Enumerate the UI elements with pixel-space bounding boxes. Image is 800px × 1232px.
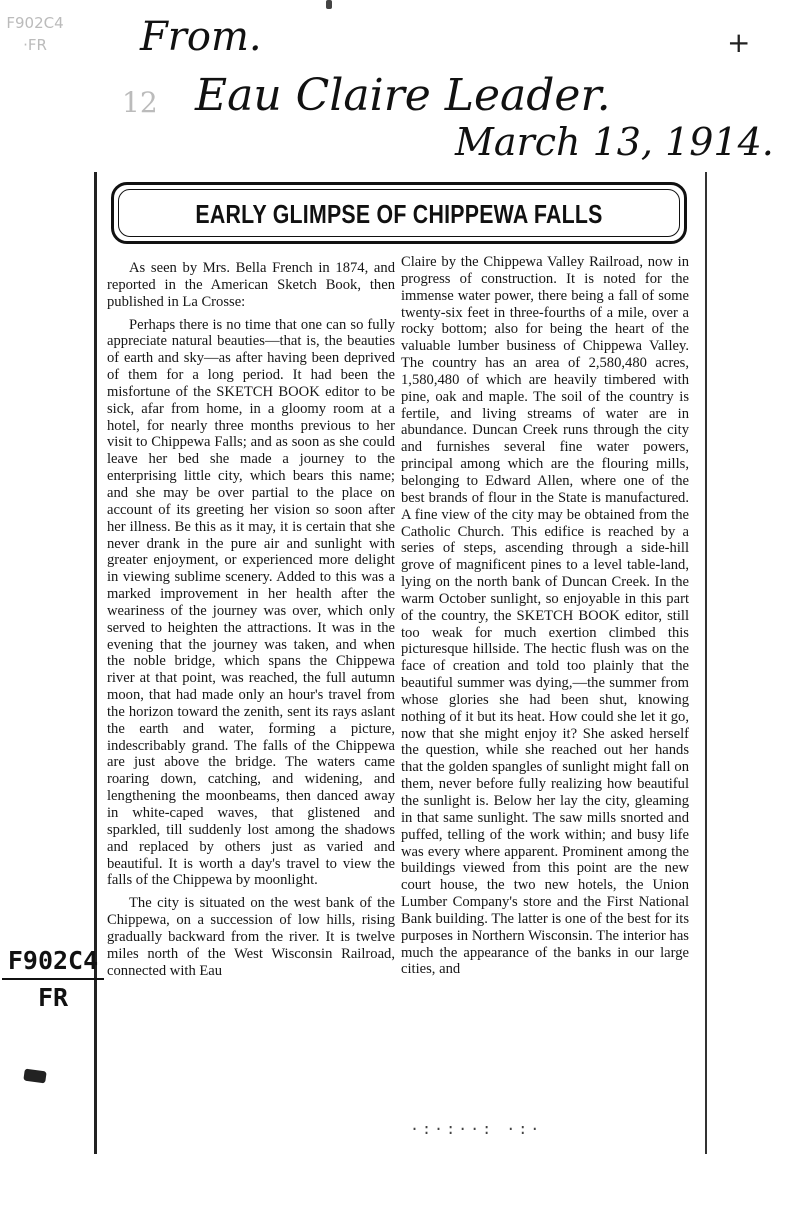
article-headline: EARLY GLIMPSE OF CHIPPEWA FALLS (195, 199, 603, 229)
corner-note-line-2: ·FR (23, 36, 47, 54)
paragraph-intro: As seen by Mrs. Bella French in 1874, and reported in the American Sketch Book, then published in La Crosse: (107, 260, 395, 310)
handwritten-page-number: 12 (122, 86, 158, 119)
catalog-suffix: FR (37, 983, 69, 1012)
ink-dot (326, 0, 332, 9)
margin-ink-mark (23, 1069, 46, 1084)
newspaper-clipping (94, 172, 707, 1154)
paragraph-body-1: Perhaps there is no time that one can so fully appreciate natural beauties—that is, the beauties of earth and sky—as after having been deprived of them for a long period. It had been the misfortune of the SKETCH BOOK editor to be sick, afar from home, in a gloomy room at a hotel, for nearly three months previous to her visit to Chippewa Falls; and as soon as she could leave her bed she made a journey to the enterprising little city, which bears this name; and she may be over partial to the place on account of its greeting her vision so soon after her illness. Be this as it may, it is certain that she never drank in the pure air and sunlight with greater enjoyment, or experienced more delight in viewing sublime scenery. Added to this was a marked improvement in her health after the weariness of the journey was over, which only served to heighten the attractions. It was in the evening that the journey was taken, and when the noble bridge, which spans the Chippewa river at that point, was reached, the full autumn moon, that had made only an hour's travel from the horizon toward the zenith, sent its rays aslant the earth and water, forming a picture, indescribably grand. The falls of the Chippewa are just above the bridge. The waters came roaring down, catching, and widening, and lengthening the moonbeams, then danced away in white-caped waves, that glistened and sparkled, till suddenly lost among the shadows and replaced by others just as varied and beautiful. It is worth a day's travel to view the falls of the Chippewa by moonlight. (107, 316, 395, 889)
handwritten-from: From. (140, 14, 262, 60)
catalog-number: F902C4 (2, 946, 104, 980)
article-right-column (401, 254, 689, 978)
margin-catalog-label (2, 946, 104, 1012)
headline-frame (111, 182, 687, 244)
handwritten-date: March 13, 1914. (455, 120, 774, 164)
faint-corner-note (0, 12, 70, 56)
article-left-column (107, 260, 395, 979)
paragraph-continued: Claire by the Chippewa Valley Railroad, now in progress of construction. It is noted for the immense water power, there being a fall of some twenty-six feet in three-fourths of a mile, over a rocky bottom; also for being the heart of the valuable lumber business of Chippewa Valley. The country has an area of 2,580,480 acres, 1,580,480 of which are heavily timbered with pine, oak and maple. The soil of the country is fertile, and living streams of water are in abundance. Duncan Creek runs through the city and furnishes several fine water powers, principal among which are the flouring mills, belonging to Edward Allen, where one of the best brands of flour in the State is manufactured. A fine view of the city may be obtained from the Catholic Church. This edifice is reached by a series of steps, ascending through a side-hill grove of magnificent pines to a level table-land, lying on the north bank of Duncan Creek. In the warm October sunlight, so enjoyable in this part of the country, the SKETCH BOOK editor, still too weak for much exertion climbed this picturesque hillside. The hectic flush was on the face of creation and told too plainly that the beautiful summer was dying,—the summer from whose glories she had been shut, knowing nothing of it but its heat. How could she let it go, now that she might enjoy it? She asked herself the question, while she reached out her hands that the golden spangles of sunlight might fall on them, never before fully realizing how beautiful the sunlight is. Below her lay the city, gleaming in that same sunlight. The saw mills snorted and puffed, telling of the work within; and busy life was every where apparent. Prominent among the buildings viewed from this point are the new court house, the two new hotels, the Union Lumber Company's store and the First National Bank building. The latter is one of the best for its purposes in Northern Wisconsin. The interior has much the appearance of the banks in our large cities, and (401, 254, 689, 978)
paragraph-body-2: The city is situated on the west bank of the Chippewa, on a succession of low hills, rising gradually backward from the river. It is twelve miles north of the West Wisconsin Railroad, connected with Eau (107, 895, 395, 979)
bottom-ink-marks: ·:·:··: ·:· (410, 1120, 543, 1138)
plus-mark: + (727, 26, 751, 59)
corner-note-line-1: F902C4 (6, 14, 64, 32)
handwritten-newspaper-name: Eau Claire Leader. (195, 70, 611, 121)
